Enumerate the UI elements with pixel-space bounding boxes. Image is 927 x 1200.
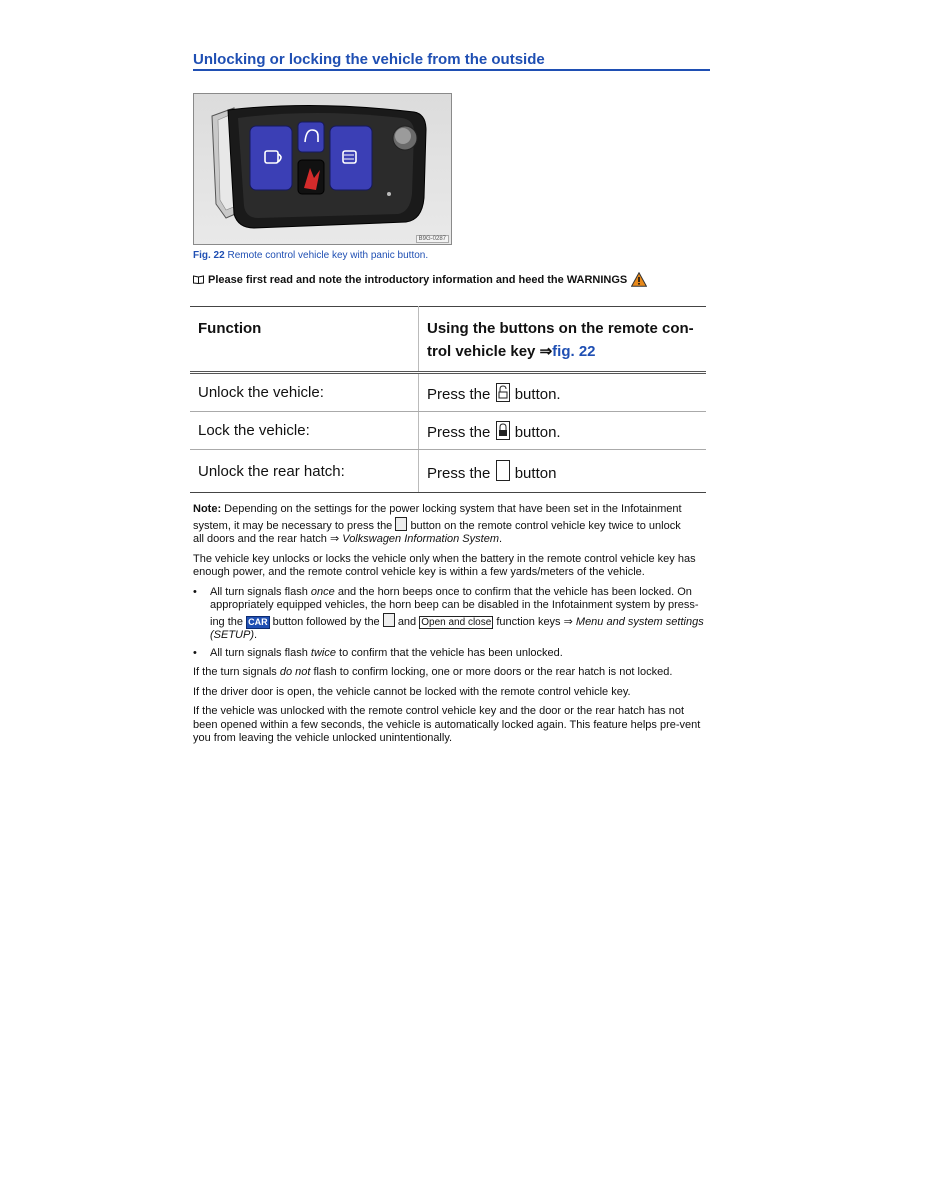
row-action-pre: Press the xyxy=(427,465,491,482)
remote-key-illustration xyxy=(194,94,451,244)
book-icon xyxy=(193,275,204,284)
bullet-text-part: All turn signals flash xyxy=(210,646,308,659)
note-reference[interactable]: Volkswagen Information System xyxy=(342,533,499,545)
lock-button-icon xyxy=(496,421,510,440)
list-item xyxy=(193,647,709,661)
table-row xyxy=(190,373,706,412)
note-label: Note: xyxy=(193,503,222,515)
paragraph-part: flash to confirm locking, one or more doors or the rear hatch is not locked. xyxy=(313,666,673,678)
note-end: . xyxy=(498,533,503,545)
rear-hatch-button-icon xyxy=(496,460,510,481)
paragraph xyxy=(193,666,709,680)
bullet-emphasis: twice xyxy=(310,646,336,659)
figure-code: B9G-0287 xyxy=(416,235,449,243)
table-row xyxy=(190,450,706,493)
bullet-text xyxy=(210,647,563,661)
table-header-row xyxy=(190,307,706,373)
row-action-post: button. xyxy=(514,385,561,403)
row-action-pre: Press the xyxy=(427,423,491,441)
car-key-button[interactable]: CAR xyxy=(248,616,268,627)
bullet-dot: • xyxy=(193,646,197,659)
row-action-post: button xyxy=(514,465,557,482)
bullet-text-part: to confirm that the vehicle has been unlocked. xyxy=(339,646,563,659)
paragraph: The vehicle key unlocks or locks the vehicle only when the battery in the remote control vehicle key has enough power, and the remote control vehicle key is within a few yards/meters of the vehicle. xyxy=(193,552,696,578)
unlock-key-icon xyxy=(395,517,407,531)
row-action xyxy=(419,412,707,450)
bullet-text-part: and the horn beeps once to confirm that the vehicle has been locked. On appropriately equipped vehicles, the horn beep can be disabled in the Infotainment system by press-ing the xyxy=(210,585,699,628)
row-function: Unlock the vehicle: xyxy=(190,373,419,412)
bullet-text-part: and xyxy=(397,615,417,628)
header-using-buttons xyxy=(419,307,707,373)
menu-settings-reference[interactable]: Menu and system settings (SETUP) xyxy=(210,615,704,641)
function-table xyxy=(190,306,706,493)
settings-key-icon[interactable] xyxy=(383,613,395,627)
open-and-close-key[interactable]: Open and close xyxy=(421,616,492,628)
header-arrow: ⇒ xyxy=(539,343,553,360)
note-paragraph xyxy=(193,503,709,547)
row-action-post: button. xyxy=(514,423,561,441)
paragraph-emphasis: do not xyxy=(279,666,311,678)
section-title: Unlocking or locking the vehicle from the outside xyxy=(193,51,710,71)
row-function: Unlock the rear hatch: xyxy=(190,450,419,493)
row-action xyxy=(419,450,707,493)
read-note-text: Please first read and note the introductory information and heed the WARNINGS xyxy=(208,273,628,286)
bullet-text xyxy=(210,586,709,643)
key-figure xyxy=(193,93,452,245)
bullet-text-part: function keys ⇒ xyxy=(496,615,573,628)
paragraph-part: If the turn signals xyxy=(193,666,277,678)
bullet-text-part: All turn signals flash xyxy=(210,585,308,598)
unlock-button-icon xyxy=(496,383,510,402)
figure-caption-text: Remote control vehicle key with panic button. xyxy=(227,250,429,261)
header-using-line2: trol vehicle key xyxy=(427,343,536,360)
figure-caption xyxy=(193,250,428,261)
figure-caption-label: Fig. 22 xyxy=(193,250,225,261)
bullet-dot: • xyxy=(193,585,197,598)
row-action xyxy=(419,373,707,412)
header-function: Function xyxy=(190,307,419,373)
row-action-pre: Press the xyxy=(427,385,491,403)
paragraph: If the driver door is open, the vehicle cannot be locked with the remote control vehicle key. xyxy=(193,685,631,698)
header-using-line1: Using the buttons on the remote con- xyxy=(427,320,694,337)
note-text: button on the remote control vehicle key twice to unlock xyxy=(410,519,681,532)
row-function: Lock the vehicle: xyxy=(190,412,419,450)
note-text: Depending on the settings for the power locking system that have been set in the Infotainment system, it may be necessary to press the xyxy=(193,503,682,532)
body-text xyxy=(193,503,709,752)
table-row xyxy=(190,412,706,450)
bullet-emphasis: once xyxy=(310,585,335,598)
list-item xyxy=(193,586,709,643)
paragraph: If the vehicle was unlocked with the remote control vehicle key and the door or the rear hatch has not been opened within a few seconds, the vehicle is automatically locked again. This feature helps pre-vent you from leaving the vehicle unlocked unintentionally. xyxy=(193,705,701,744)
bullet-text-part: button followed by the xyxy=(272,615,380,628)
bullet-end: . xyxy=(254,629,258,641)
note-text: all doors and the rear hatch ⇒ xyxy=(193,533,340,545)
warning-icon[interactable] xyxy=(631,272,647,287)
fig-22-link[interactable]: fig. 22 xyxy=(552,343,596,360)
read-note xyxy=(193,272,647,287)
